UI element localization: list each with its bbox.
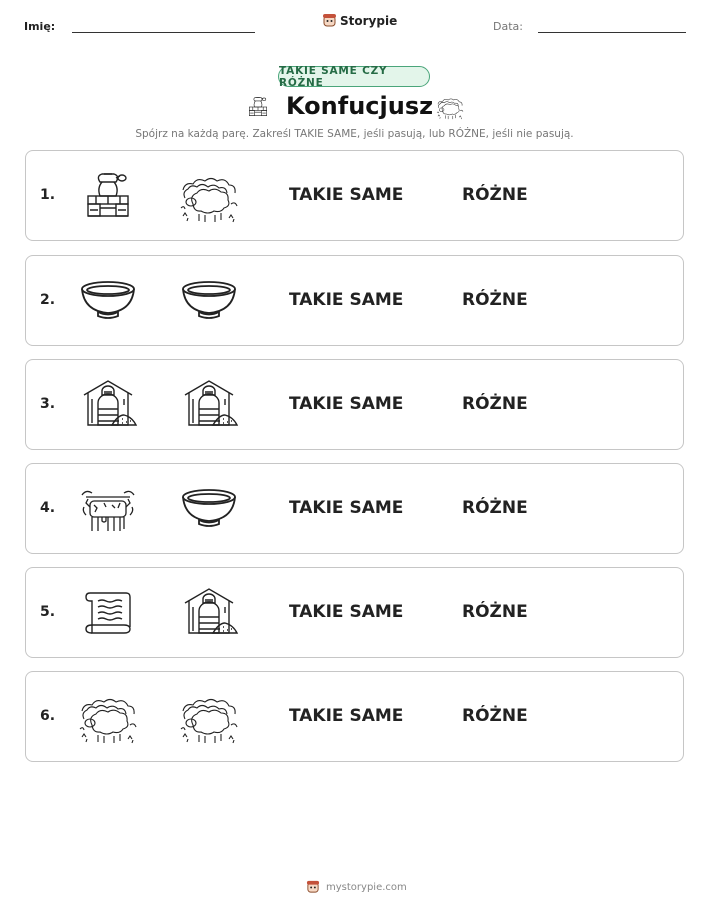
ox-icon <box>78 481 138 537</box>
activity-badge: TAKIE SAME CZY RÓŻNE <box>278 66 430 87</box>
brand-logo <box>322 13 397 28</box>
question-number: 5. <box>40 604 56 620</box>
option-different[interactable]: RÓŻNE <box>462 498 528 518</box>
name-label: Imię: <box>24 20 56 33</box>
name-line[interactable] <box>72 32 255 33</box>
bowl-icon <box>179 481 239 537</box>
question-number: 2. <box>40 292 56 308</box>
question-row <box>25 567 684 658</box>
question-row <box>25 150 684 241</box>
granary-icon <box>78 377 138 433</box>
instructions: Spójrz na każdą parę. Zakreśl TAKIE SAME, jeśli pasują, lub RÓŻNE, jeśli nie pasują. <box>135 128 574 140</box>
question-row <box>25 359 684 450</box>
scroll-icon <box>78 585 138 641</box>
oven-icon <box>245 94 271 120</box>
option-different[interactable]: RÓŻNE <box>462 394 528 414</box>
brand-name: Storypie <box>340 13 398 28</box>
option-different[interactable]: RÓŻNE <box>462 706 528 726</box>
question-row <box>25 671 684 762</box>
oven-icon <box>78 168 138 224</box>
question-number: 3. <box>40 396 56 412</box>
option-different[interactable]: RÓŻNE <box>462 602 528 622</box>
option-different[interactable]: RÓŻNE <box>462 185 528 205</box>
page-title: Konfucjusz <box>286 92 434 120</box>
storypie-mascot-icon <box>306 880 320 894</box>
question-number: 6. <box>40 708 56 724</box>
option-same[interactable]: TAKIE SAME <box>289 185 404 205</box>
granary-icon <box>179 377 239 433</box>
question-number: 1. <box>40 187 56 203</box>
option-same[interactable]: TAKIE SAME <box>289 706 404 726</box>
option-same[interactable]: TAKIE SAME <box>289 498 404 518</box>
bowl-icon <box>179 273 239 329</box>
date-line[interactable] <box>538 32 686 33</box>
footer <box>306 880 407 894</box>
bowl-icon <box>78 273 138 329</box>
option-same[interactable]: TAKIE SAME <box>289 290 404 310</box>
option-same[interactable]: TAKIE SAME <box>289 394 404 414</box>
sheep-icon <box>179 689 239 745</box>
storypie-mascot-icon <box>322 13 337 28</box>
sheep-icon <box>179 168 239 224</box>
option-different[interactable]: RÓŻNE <box>462 290 528 310</box>
question-number: 4. <box>40 500 56 516</box>
granary-icon <box>179 585 239 641</box>
question-row <box>25 255 684 346</box>
option-same[interactable]: TAKIE SAME <box>289 602 404 622</box>
question-row <box>25 463 684 554</box>
footer-url[interactable]: mystorypie.com <box>326 881 407 893</box>
sheep-icon <box>78 689 138 745</box>
date-label: Data: <box>493 20 523 33</box>
sheep-icon <box>433 94 467 120</box>
